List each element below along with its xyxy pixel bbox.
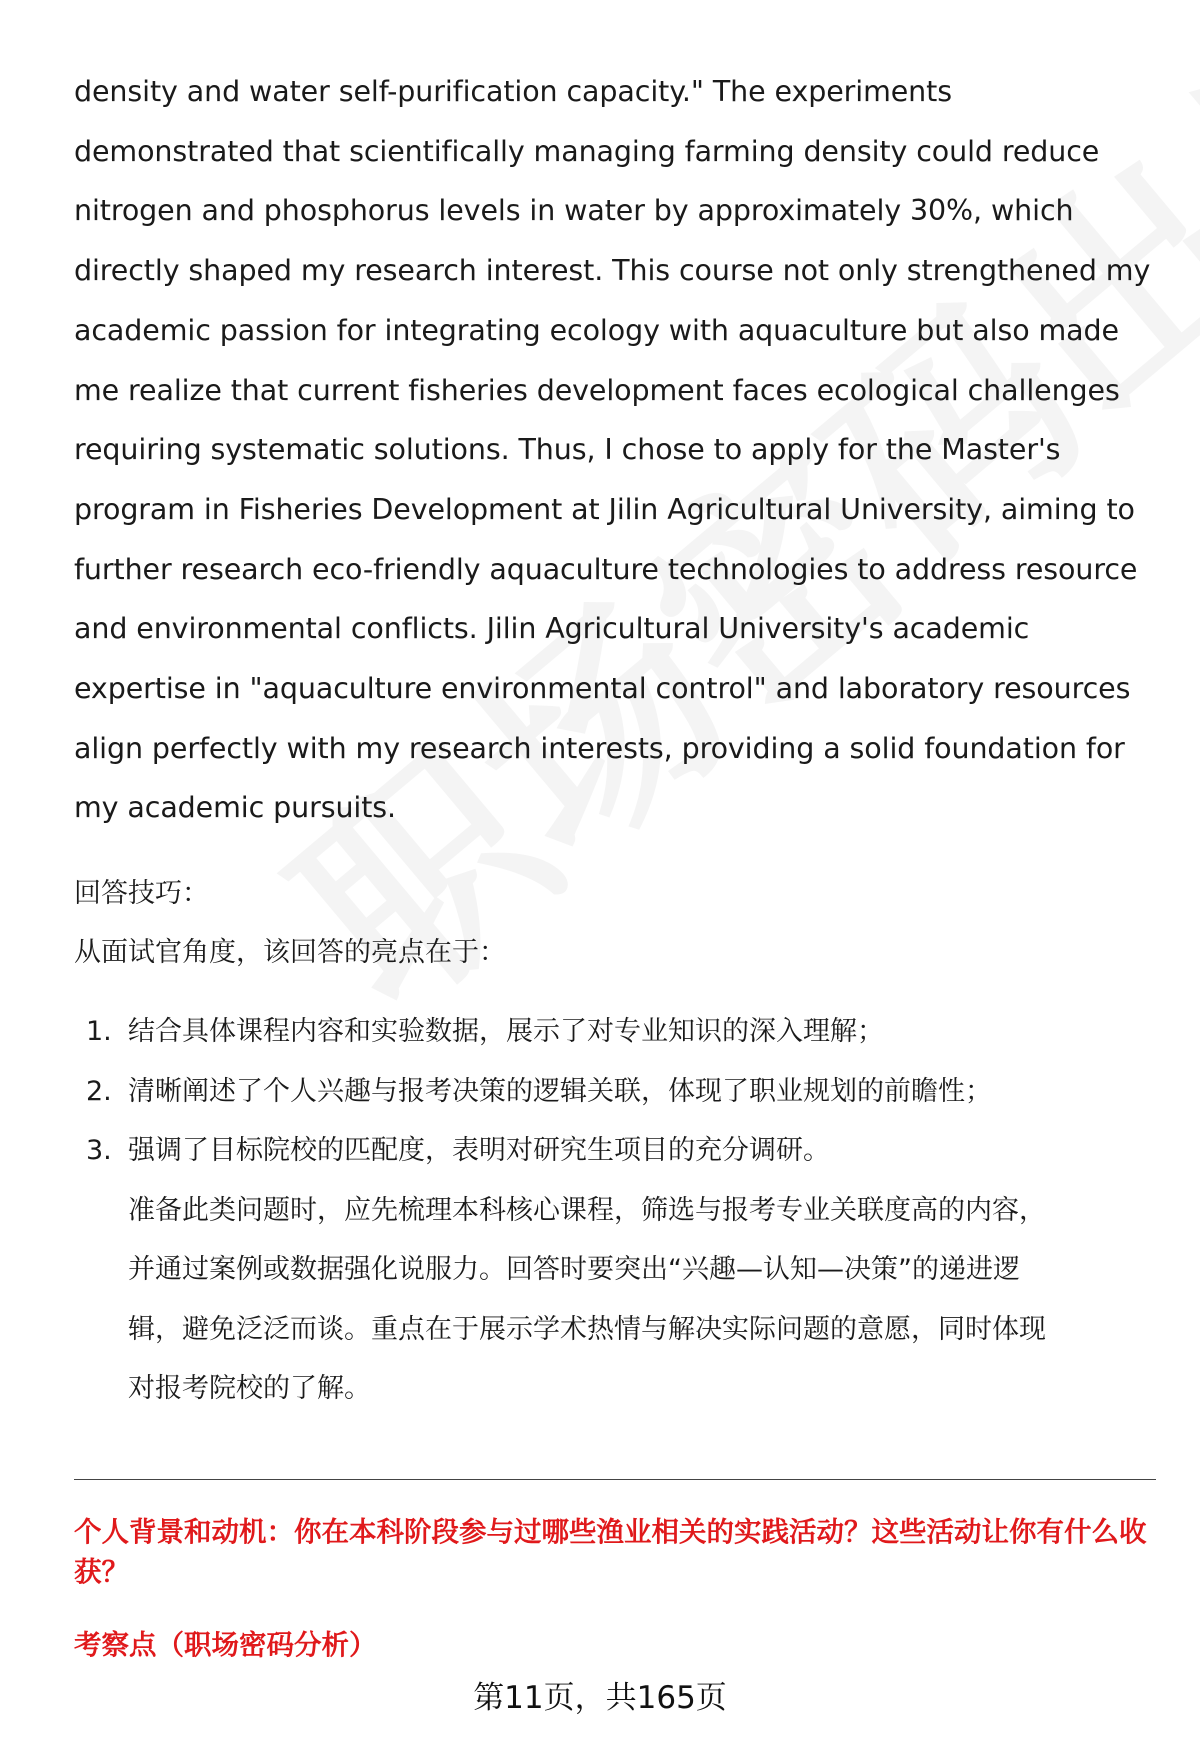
list-number: 2. [86, 1075, 112, 1107]
body-line: directly shaped my research interest. This course not only strengthened my [74, 254, 1151, 288]
list-text: 清晰阐述了个人兴趣与报考决策的逻辑关联，体现了职业规划的前瞻性； [128, 1075, 992, 1107]
list-number: 3. [86, 1135, 112, 1167]
highlights-list [74, 1002, 1154, 1181]
list-number: 1. [86, 1016, 112, 1048]
note-line: 并通过案例或数据强化说服力。回答时要突出“兴趣—认知—决策”的递进逻 [128, 1254, 1020, 1286]
note-line: 准备此类问题时，应先梳理本科核心课程，筛选与报考专业关联度高的内容， [128, 1194, 1046, 1226]
body-line: program in Fisheries Development at Jilin Agricultural University, aiming to [74, 492, 1135, 526]
note-line: 对报考院校的了解。 [128, 1373, 371, 1405]
list-item [74, 1121, 1154, 1181]
page-number: 第11页，共165页 [473, 1680, 727, 1716]
list-item [74, 1002, 1154, 1062]
section-divider [74, 1479, 1156, 1480]
body-line: and environmental conflicts. Jilin Agricultural University's academic [74, 612, 1030, 646]
exam-point-heading: 考察点（职场密码分析） [74, 1629, 377, 1661]
body-line: expertise in "aquaculture environmental control" and laboratory resources [74, 672, 1131, 706]
tips-heading: 回答技巧： [74, 878, 209, 910]
list-text: 结合具体课程内容和实验数据，展示了对专业知识的深入理解； [128, 1016, 884, 1048]
body-line: requiring systematic solutions. Thus, I chose to apply for the Master's [74, 433, 1061, 467]
question-heading: 个人背景和动机：你在本科阶段参与过哪些渔业相关的实践活动？这些活动让你有什么收获？ [74, 1516, 1147, 1588]
answer-paragraph [74, 62, 1154, 838]
body-line: further research eco-friendly aquaculture technologies to address resource [74, 552, 1138, 586]
body-line: align perfectly with my research interests, providing a solid foundation for [74, 731, 1125, 765]
page-content [74, 62, 1154, 1419]
body-line: me realize that current fisheries development faces ecological challenges [74, 373, 1120, 407]
tips-note [74, 1181, 1154, 1419]
body-line: academic passion for integrating ecology with aquaculture but also made [74, 313, 1119, 347]
body-line: my academic pursuits. [74, 791, 397, 825]
tips-subheading: 从面试官角度，该回答的亮点在于： [74, 937, 506, 969]
body-line: demonstrated that scientifically managing farming density could reduce [74, 134, 1100, 168]
body-line: density and water self-purification capacity." The experiments [74, 75, 952, 108]
body-line: nitrogen and phosphorus levels in water by approximately 30%, which [74, 194, 1074, 228]
list-text: 强调了目标院校的匹配度，表明对研究生项目的充分调研。 [128, 1135, 830, 1167]
note-line: 辑，避免泛泛而谈。重点在于展示学术热情与解决实际问题的意愿，同时体现 [128, 1313, 1046, 1345]
list-item [74, 1062, 1154, 1122]
